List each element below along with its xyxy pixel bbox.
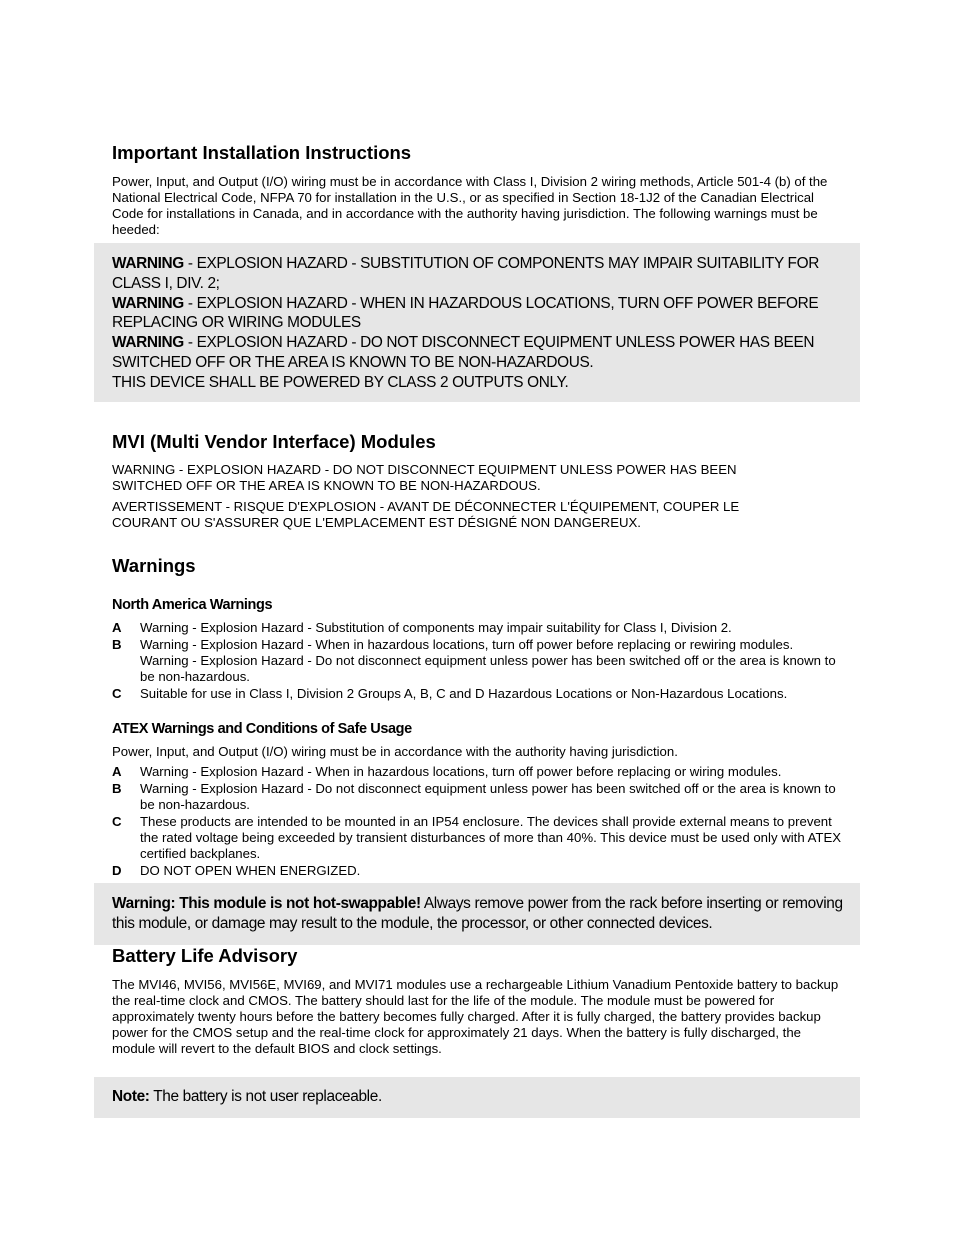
list-item bbox=[112, 620, 847, 636]
list-item bbox=[112, 814, 847, 862]
battery-paragraph: The MVI46, MVI56, MVI56E, MVI69, and MVI71 modules use a rechargeable Lithium Vanadium Pentoxide battery to backup the real-time clock and CMOS. The battery should last for the life of the module. The module must be powered for approximately twenty hours before the battery becomes fully charged. After it is fully charged, the battery provides backup power for the CMOS setup and the real-time clock for approximately 21 days. When the battery is fully discharged, the module will revert to the default BIOS and clock settings. bbox=[112, 977, 839, 1056]
list-text: Warning - Explosion Hazard - When in hazardous locations, turn off power before replacing or wiring modules. bbox=[140, 764, 782, 779]
install-warning-text bbox=[112, 254, 844, 393]
north-america-heading: North America Warnings bbox=[112, 597, 273, 613]
list-item bbox=[112, 863, 847, 879]
list-text: Warning - Explosion Hazard - Do not disconnect equipment unless power has been switched off or the area is known to be non-hazardous. bbox=[140, 781, 836, 812]
hot-swap-label: Warning: This module is not hot-swappable! bbox=[112, 895, 421, 912]
list-letter: C bbox=[112, 686, 122, 701]
list-letter: B bbox=[112, 637, 122, 652]
list-item bbox=[112, 764, 847, 780]
battery-heading: Battery Life Advisory bbox=[112, 945, 298, 966]
warning-text: - EXPLOSION HAZARD - DO NOT DISCONNECT EQUIPMENT UNLESS POWER HAS BEEN SWITCHED OFF OR THE AREA IS KNOWN TO BE NON-HAZARDOUS. bbox=[112, 334, 815, 371]
warnings-heading: Warnings bbox=[112, 555, 196, 576]
atex-intro: Power, Input, and Output (I/O) wiring must be in accordance with the authority having jurisdiction. bbox=[112, 744, 678, 759]
install-warning-3 bbox=[112, 333, 844, 373]
list-text: These products are intended to be mounted in an IP54 enclosure. The devices shall provide external means to prevent the rated voltage being exceeded by transient disturbances of more than 40%. This device must be used only with ATEX certified backplanes. bbox=[140, 814, 842, 861]
install-warning-box bbox=[94, 243, 860, 402]
warning-text: - EXPLOSION HAZARD - SUBSTITUTION OF COMPONENTS MAY IMPAIR SUITABILITY FOR CLASS I, DIV. 2; bbox=[112, 255, 819, 292]
warning-label: WARNING bbox=[112, 255, 184, 272]
list-letter: B bbox=[112, 781, 122, 796]
note-label: Note: bbox=[112, 1088, 150, 1105]
list-text: Warning - Explosion Hazard - When in hazardous locations, turn off power before replacing or rewiring modules. Warning - Explosion Hazard - Do not disconnect equipment unless power has been switched off or the area is known to be non-hazardous. bbox=[140, 637, 836, 684]
install-warning-2 bbox=[112, 294, 844, 334]
list-letter: A bbox=[112, 620, 122, 635]
note-text: The battery is not user replaceable. bbox=[149, 1088, 382, 1105]
mvi-french-warning: AVERTISSEMENT - RISQUE D'EXPLOSION - AVANT DE DÉCONNECTER L'ÉQUIPEMENT, COUPER LE COURANT OU S'ASSURER QUE L'EMPLACEMENT EST DÉSIGNÉ NON DANGEREUX. bbox=[112, 499, 740, 530]
hot-swap-box bbox=[94, 883, 860, 945]
list-item bbox=[112, 637, 847, 685]
list-text: DO NOT OPEN WHEN ENERGIZED. bbox=[140, 863, 361, 878]
warning-text: - EXPLOSION HAZARD - WHEN IN HAZARDOUS LOCATIONS, TURN OFF POWER BEFORE REPLACING OR WIRING MODULES bbox=[112, 294, 819, 332]
north-america-list bbox=[112, 620, 847, 703]
list-item bbox=[112, 781, 847, 813]
list-item bbox=[112, 686, 847, 702]
install-heading: Important Installation Instructions bbox=[112, 142, 412, 163]
atex-list bbox=[112, 764, 847, 880]
list-text: Warning - Explosion Hazard - Substitution of components may impair suitability for Class I, Division 2. bbox=[140, 620, 732, 635]
warning-label: WARNING bbox=[112, 334, 184, 352]
warning-label: WARNING bbox=[112, 294, 184, 312]
battery-note bbox=[112, 1087, 844, 1107]
atex-heading: ATEX Warnings and Conditions of Safe Usage bbox=[112, 721, 412, 737]
mvi-heading: MVI (Multi Vendor Interface) Modules bbox=[112, 431, 436, 452]
list-text: Suitable for use in Class I, Division 2 Groups A, B, C and D Hazardous Locations or Non-Hazardous Locations. bbox=[140, 686, 788, 701]
mvi-english-warning: WARNING - EXPLOSION HAZARD - DO NOT DISCONNECT EQUIPMENT UNLESS POWER HAS BEEN SWITCHED OFF OR THE AREA IS KNOWN TO BE NON-HAZARDOUS. bbox=[112, 462, 737, 493]
battery-note-box bbox=[94, 1077, 860, 1118]
install-paragraph: Power, Input, and Output (I/O) wiring must be in accordance with Class I, Division 2 wiring methods, Article 501-4 (b) of the National Electrical Code, NFPA 70 for installation in the U.S., or as specified in Section 18-1J2 of the Canadian Electrical Code for installations in Canada, and in accordance with the authority having jurisdiction. The following warnings must be heeded: bbox=[112, 174, 828, 237]
install-warning-1 bbox=[112, 254, 844, 294]
list-letter: C bbox=[112, 814, 122, 829]
list-letter: D bbox=[112, 863, 122, 878]
hot-swap-text bbox=[112, 894, 844, 934]
class2-note: THIS DEVICE SHALL BE POWERED BY CLASS 2 OUTPUTS ONLY. bbox=[112, 373, 569, 391]
list-letter: A bbox=[112, 764, 122, 779]
hot-swap-body: Always remove power from the rack before inserting or removing this module, or damage may result to the module, the processor, or other connected devices. bbox=[112, 895, 843, 932]
